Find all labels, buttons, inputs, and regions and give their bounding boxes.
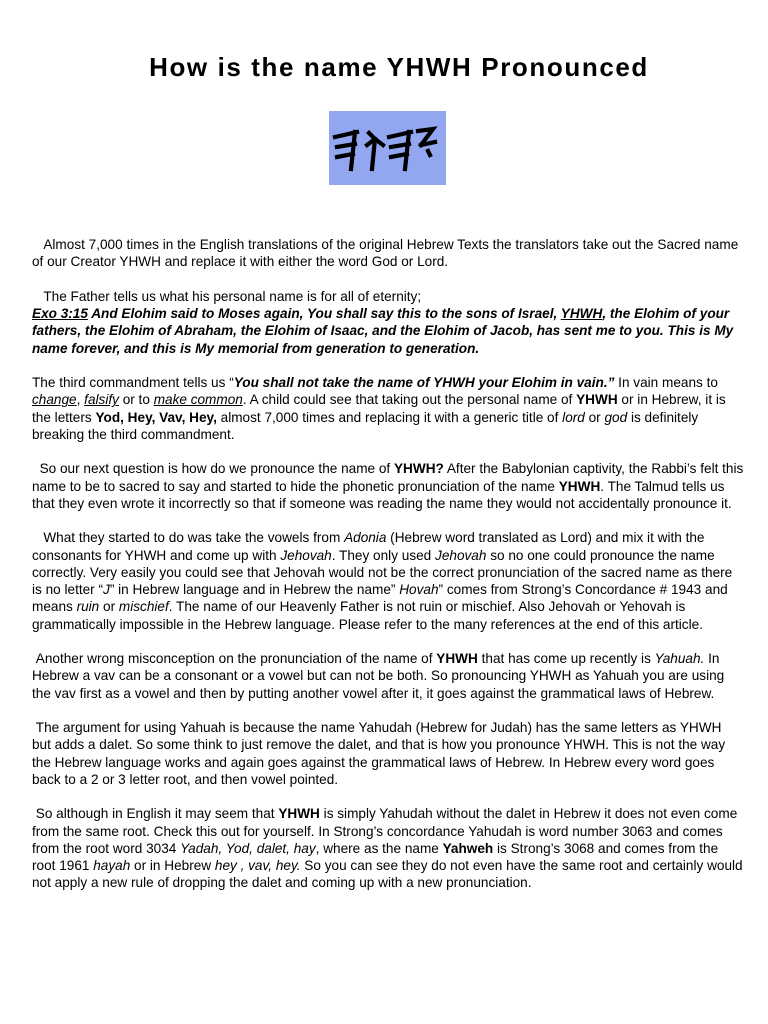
- divine-name: YHWH: [560, 306, 603, 321]
- italic-term: Yahuah.: [654, 651, 705, 666]
- bold-term: YHWH: [278, 806, 320, 822]
- emphasis-word: falsify: [84, 392, 119, 408]
- italic-term: hayah: [93, 858, 131, 873]
- bold-term: Yahweh: [442, 840, 494, 856]
- text: In Hebrew a vav can be a consonant or a vowel but can not be both. So pronouncing YHWH as Yahuah you are using the vav first as a vowel and then by putting another vowel after it, it goes against the grammatical laws of Hebrew.: [32, 651, 725, 701]
- paragraph-exodus: [32, 288, 744, 357]
- paragraph-pronunciation-question: [32, 460, 744, 512]
- scripture-reference: Exo 3:15: [32, 306, 88, 321]
- italic-term: J: [103, 582, 110, 597]
- text: The argument for using Yahuah is because the name Yahudah (Hebrew for Judah) has the same letters as YHWH but adds a dalet. So some think to just remove the dalet, and that is how you pronounce YHWH. This is not the way the Hebrew language works and again goes against the grammatical laws of Hebrew. In Hebrew every word goes back to a 2 or 3 letter root, and then vowel pointed.: [32, 720, 726, 787]
- text: In vain means to: [614, 375, 718, 390]
- text: , where as the name: [315, 840, 443, 856]
- quote-text: , the Elohim of your fathers, the Elohim of Abraham, the Elohim of Isaac, and the Elohim of Jacob, has sent me to you. This is My name forever, and this is My memorial from generation to generation.: [32, 306, 734, 356]
- text: (Hebrew word translated as Lord) and mix it with the consonants for YHWH and come up with: [32, 530, 705, 563]
- quote-text: And Elohim said to Moses again, You shall say this to the sons of Israel,: [87, 306, 561, 321]
- italic-term: Jehovah: [280, 547, 332, 563]
- paragraph-yahuah: [32, 650, 744, 702]
- text: After the Babylonian captivity, the Rabbi’s felt this name to be to sacred to say and started to hide the phonetic pronunciation of the name: [32, 461, 744, 494]
- bold-term: YHWH: [436, 651, 478, 666]
- text: is simply Yahudah without the dalet in Hebrew it does not even come from the same root. Check this out for yourself. In Strong’s concordance Yahudah is word number 3063 and comes from the root word 3034: [32, 806, 738, 856]
- text: ,: [76, 392, 85, 408]
- text: that has come up recently is: [477, 651, 655, 666]
- paleo-hebrew-yhwh-icon: [329, 111, 446, 185]
- emphasis-word: make common: [153, 392, 243, 408]
- paragraph-yahudah-argument: [32, 719, 744, 788]
- text: The Father tells us what his personal name is for all of eternity;: [43, 288, 422, 304]
- text: The third commandment tells us “: [32, 375, 234, 390]
- italic-term: mischief: [118, 599, 169, 615]
- paragraph-intro: [32, 236, 744, 271]
- text: So although in English it may seem that: [35, 806, 279, 822]
- paragraph-root-words: [32, 805, 744, 891]
- text: or: [584, 409, 605, 425]
- italic-term: Jehovah: [435, 547, 487, 563]
- text: . A child could see that taking out the personal name of: [242, 392, 577, 408]
- italic-term: ruin: [76, 599, 100, 615]
- text: . The name of our Heavenly Father is not ruin or mischief. Also Jehovah or Yehovah is grammatically impossible in the Hebrew language. Please refer to the many references at the end of this article.: [32, 599, 703, 632]
- text: So our next question is how do we pronounce the name of: [39, 461, 394, 477]
- bold-term: Yod, Hey, Vav, Hey,: [95, 409, 217, 425]
- text: or in Hebrew, it is the letters: [32, 392, 726, 425]
- italic-term: Yadah, Yod, dalet, hay: [180, 840, 316, 856]
- text: What they started to do was take the vowels from: [43, 530, 345, 546]
- bold-term: YHWH?: [393, 461, 444, 477]
- italic-term: Adonia: [344, 530, 387, 546]
- text: . The Talmud tells us that they even wrote it incorrectly so that if someone was reading the name they would not accidentally pronounce it.: [32, 478, 732, 511]
- quote-text: You shall not take the name of YHWH your Elohim in vain.”: [233, 375, 615, 390]
- text: so no one could pronounce the name correctly. Very easily you could see that Jehovah would not be the correct pronunciation of the sacred name as there is no letter “: [32, 547, 733, 597]
- text: or to: [118, 392, 154, 408]
- italic-term: god: [604, 409, 628, 425]
- text: So you can see they do not even have the same root and certainly would not apply a new rule of dropping the dalet and coming up with a new pronunciation.: [32, 858, 743, 891]
- bold-term: YHWH: [576, 392, 618, 408]
- text: or in Hebrew: [130, 858, 215, 873]
- emphasis-word: change: [32, 392, 77, 408]
- article-body: [32, 236, 744, 909]
- text: ” in Hebrew language and in Hebrew the name”: [109, 582, 400, 597]
- text: . They only used: [331, 547, 436, 563]
- paragraph-jehovah: [32, 529, 744, 633]
- text: is definitely breaking the third commandment.: [32, 409, 699, 442]
- paragraph-third-commandment: [32, 374, 744, 443]
- text: ” comes from Strong’s Concordance # 1943 and means: [32, 582, 728, 615]
- italic-term: lord: [562, 409, 585, 425]
- text: almost 7,000 times and replacing it with a generic title of: [216, 409, 563, 425]
- italic-term: Hovah: [399, 582, 439, 597]
- text: Another wrong misconception on the pronunciation of the name of: [35, 651, 437, 666]
- text: Almost 7,000 times in the English translations of the original Hebrew Texts the translators take out the Sacred name of our Creator YHWH and replace it with either the word God or Lord.: [32, 237, 739, 270]
- text: is Strong’s 3068 and comes from the root 1961: [32, 840, 719, 873]
- page-title: How is the name YHWH Pronounced: [149, 52, 649, 82]
- text: or: [99, 599, 119, 615]
- bold-term: YHWH: [558, 478, 601, 494]
- italic-term: hey , vav, hey.: [214, 858, 301, 873]
